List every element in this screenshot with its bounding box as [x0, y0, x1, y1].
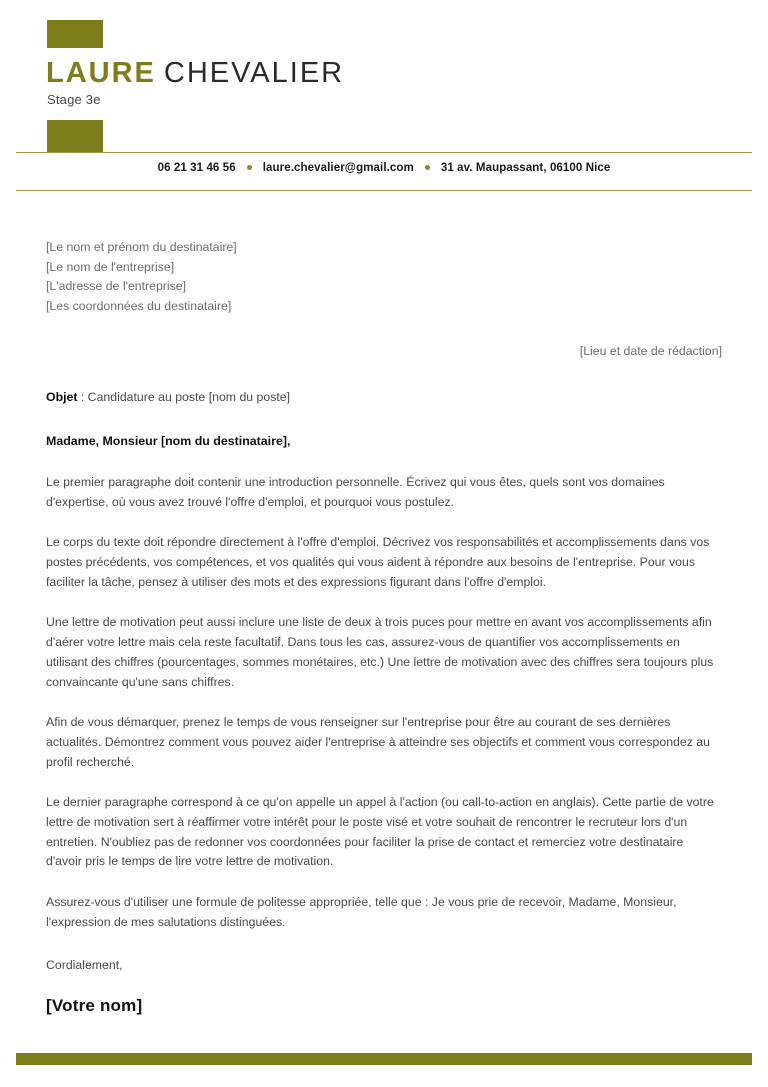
- header-divider-top: [16, 152, 752, 153]
- contact-bar: [0, 162, 768, 174]
- subject-label: Objet: [46, 389, 78, 404]
- body-paragraph: Le corps du texte doit répondre directement à l'offre d'emploi. Décrivez vos responsabilités et accomplissements dans vos postes précédents, vos compétences, et vos qualités qui vous aident à répondre aux besoins de l'entreprise. Pour vous faciliter la tâche, pensez à utiliser des mots et des expressions figurant dans l'offre d'emploi.: [46, 535, 710, 589]
- salutation-line: Madame, Monsieur [nom du destinataire],: [46, 434, 291, 449]
- applicant-job-title: Stage 3e: [47, 92, 101, 107]
- body-paragraph: Afin de vous démarquer, prenez le temps de vous renseigner sur l'entreprise pour être au courant de ses dernières actualités. Démontrez comment vous pouvez aider l'entreprise à atteindre ses objectifs et comment vous correspondez au profil recherché.: [46, 715, 710, 769]
- date-and-place-line: [Lieu et date de rédaction]: [579, 343, 722, 358]
- footer-accent-bar: [16, 1053, 752, 1065]
- signature-name: [Votre nom]: [46, 996, 143, 1016]
- recipient-line: [Le nom de l'entreprise]: [46, 259, 175, 274]
- body-paragraph: Assurez-vous d'utiliser une formule de politesse appropriée, telle que : Je vous prie de recevoir, Madame, Monsieur, l'expression de mes salutations distinguées.: [46, 895, 677, 929]
- body-paragraph: Le premier paragraphe doit contenir une introduction personnelle. Écrivez qui vous êtes, quels sont vos domaines d'expertise, où vous avez trouvé l'offre d'emploi, et pourquoi vous postulez.: [46, 474, 665, 509]
- contact-phone: 06 21 31 46 56: [157, 162, 236, 174]
- subject-line: [46, 388, 722, 408]
- contact-address: 31 av. Maupassant, 06100 Nice: [440, 162, 611, 174]
- accent-block-bottom: [47, 120, 103, 153]
- applicant-last-name: CHEVALIER: [163, 57, 345, 89]
- subject-text: : Candidature au poste [nom du poste]: [77, 389, 291, 404]
- recipient-block: [46, 238, 722, 317]
- letter-body: [46, 238, 722, 1016]
- accent-block-top: [47, 20, 103, 48]
- body-paragraph: Le dernier paragraphe correspond à ce qu'on appelle un appel à l'action (ou call-to-action en anglais). Cette partie de votre lettre de motivation sert à réaffirmer votre intérêt pour le poste visé et votre souhait de rencontrer le recruteur lors d'un entretien. N'oubliez pas de redonner vos coordonnées pour faciliter la prise de contact et remerciez votre destinataire d'avoir pris le temps de lire votre lettre de motivation.: [46, 795, 714, 869]
- applicant-name: [46, 57, 344, 90]
- contact-email: laure.chevalier@gmail.com: [262, 162, 414, 174]
- applicant-first-name: LAURE: [46, 57, 156, 89]
- header-divider-bottom: [16, 190, 752, 191]
- body-paragraph: Une lettre de motivation peut aussi inclure une liste de deux à trois puces pour mettre en avant vos accomplissements afin d'aérer votre lettre mais cela reste facultatif. Dans tous les cas, assurez-vous de quantifier vos accomplissements en utilisant des chiffres (pourcentages, sommes monétaires, etc.) Une lettre de motivation avec des chiffres sera toujours plus convaincante qu'une sans chiffres.: [46, 615, 714, 689]
- recipient-line: [Les coordonnées du destinataire]: [46, 299, 232, 314]
- bullet-dot-icon: [247, 165, 252, 170]
- recipient-line: [Le nom et prénom du destinataire]: [46, 240, 237, 254]
- closing-line: Cordialement,: [46, 957, 123, 972]
- recipient-line: [L'adresse de l'entreprise]: [46, 279, 187, 294]
- bullet-dot-icon: [425, 165, 430, 170]
